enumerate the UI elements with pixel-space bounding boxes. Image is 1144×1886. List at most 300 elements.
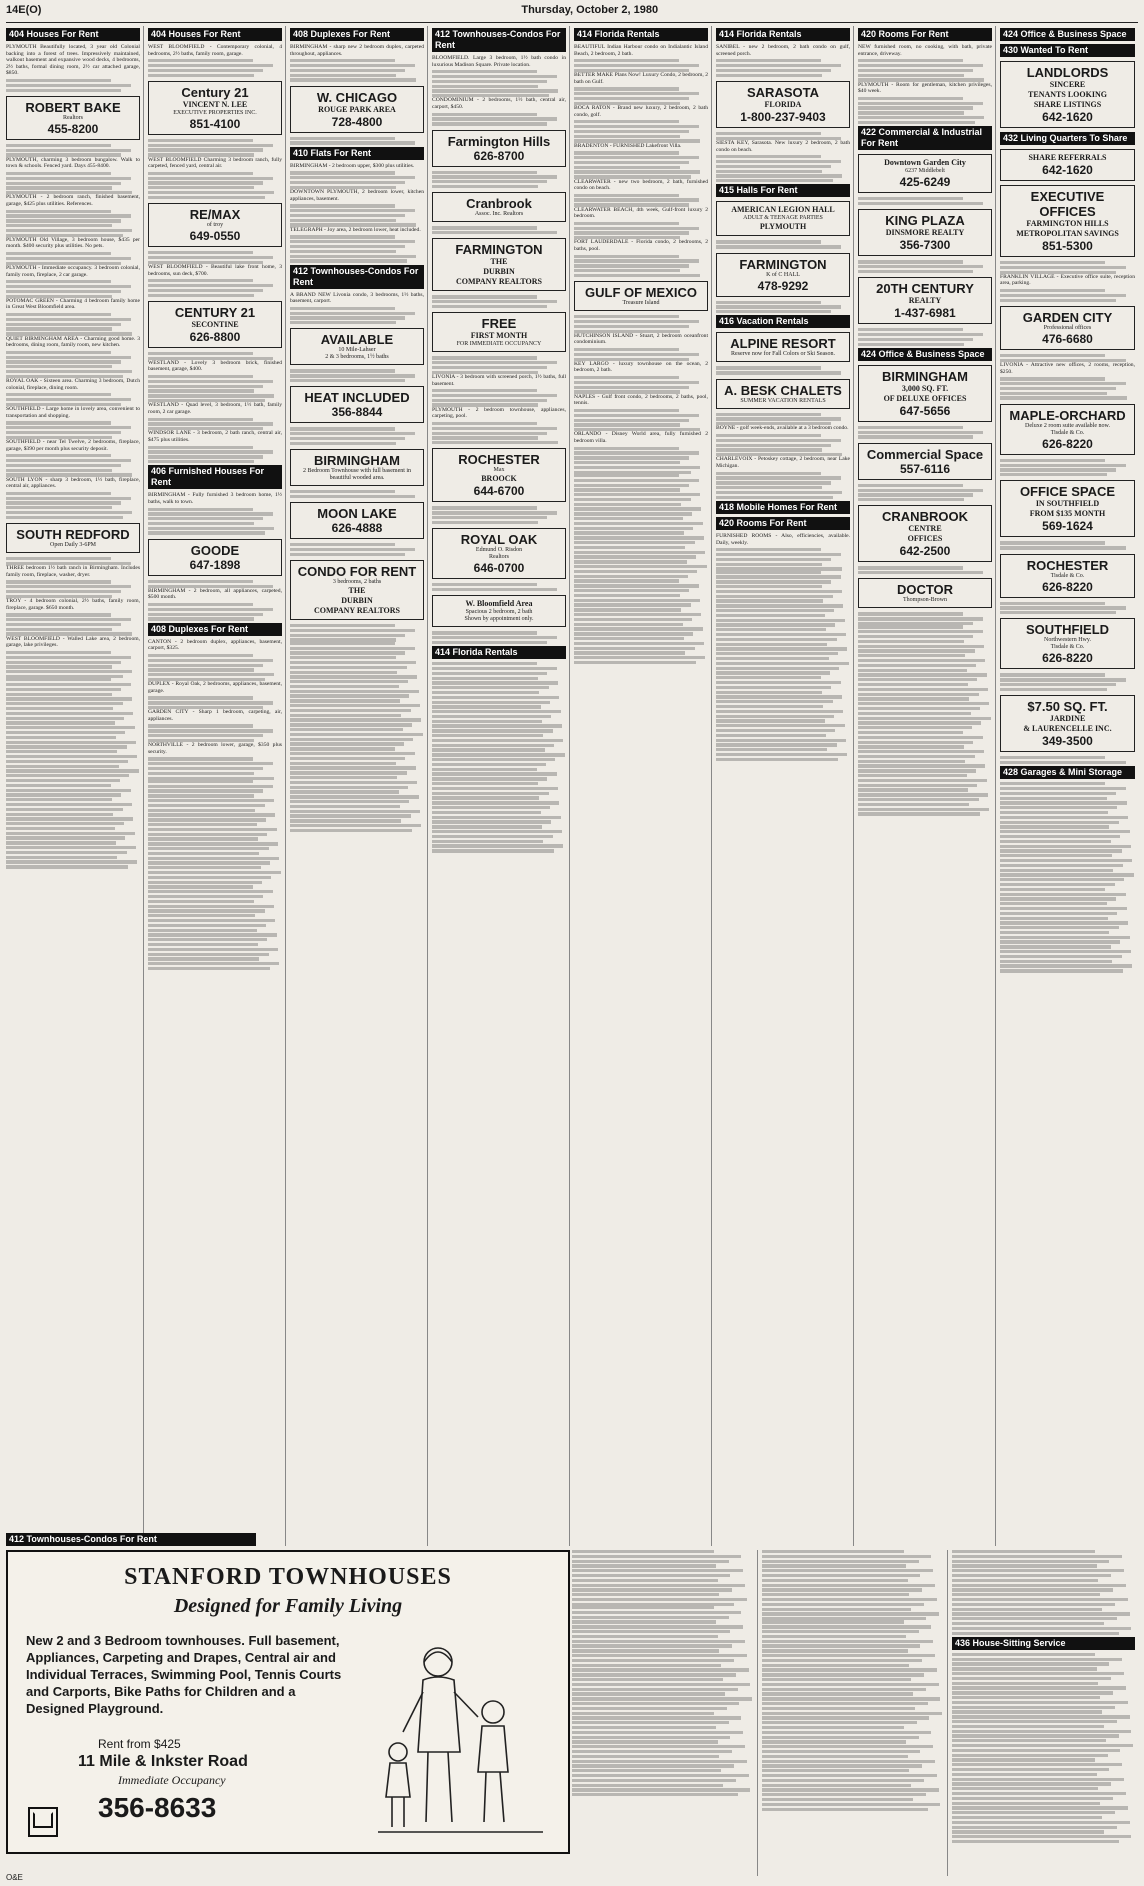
text-lines — [6, 172, 140, 194]
display-ad-line: Farmington Hills — [447, 133, 551, 149]
display-ad-line: 626-8220 — [1042, 651, 1093, 666]
display-ad-line: DINSMORE REALTY — [885, 228, 965, 238]
display-ad-line: ROUGE PARK AREA — [318, 104, 396, 114]
display-ad-line: 626-8220 — [1042, 436, 1093, 451]
text-lines — [858, 59, 992, 81]
display-ad-line: DOCTOR — [896, 582, 954, 598]
section-header: 436 House-Sitting Service — [952, 1637, 1135, 1650]
classified-column — [716, 26, 854, 1546]
text-lines — [6, 280, 140, 298]
text-lines — [1000, 377, 1135, 399]
display-ad-line: 349-3500 — [1042, 734, 1093, 749]
display-ad-line: HEAT INCLUDED — [304, 390, 410, 406]
listing-ad: SOUTHFIELD - Large home in lovely area, convenient to transportation and shopping. — [6, 406, 140, 419]
listing-ad: DOWNTOWN PLYMOUTH, 2 bedroom lower, kitchen appliances, basement. — [290, 189, 424, 202]
display-ad-line: 3 bedrooms, 2 baths — [332, 579, 382, 586]
display-ad — [1000, 554, 1135, 598]
listing-ad: HUTCHINSON ISLAND - Stuart, 2 bedroom oceanfront condominium. — [574, 332, 708, 346]
text-lines — [6, 351, 140, 378]
text-lines — [290, 137, 424, 145]
section-header: 414 Florida Rentals — [432, 646, 566, 659]
section-header: 424 Office & Business Space — [858, 348, 992, 361]
display-ad-line: FARMINGTON — [455, 242, 543, 258]
text-lines — [432, 583, 566, 591]
display-ad-line: FARMINGTON — [739, 256, 827, 272]
display-ad-line: W. Bloomfield Area — [465, 599, 533, 609]
display-ad-line: Shown by appointment only. — [464, 616, 534, 623]
text-lines — [432, 422, 566, 444]
display-ad — [6, 96, 140, 140]
display-ad-line: 1-800-237-9403 — [740, 109, 826, 124]
listing-ad: PLYMOUTH - 2 bedroom ranch, finished basement, garage, $425 plus utilities. References. — [6, 194, 140, 208]
ad-phone: 356-8633 — [98, 1792, 217, 1823]
display-ad-line: TENANTS LOOKING — [1028, 90, 1107, 99]
text-lines — [148, 603, 282, 621]
display-ad-line: CONDO FOR RENT — [297, 564, 417, 580]
display-ad — [432, 312, 566, 352]
text-lines — [858, 426, 992, 439]
display-ad-line: ROCHESTER — [458, 452, 540, 468]
display-ad-line: Tisdale & Co. — [1050, 644, 1085, 651]
display-ad-line: CENTRE — [908, 524, 942, 534]
display-ad-line: COMPANY REALTORS — [313, 606, 400, 616]
text-lines — [148, 59, 282, 77]
text-lines — [432, 226, 566, 234]
display-ad-line: 626-4888 — [331, 521, 383, 536]
listing-ad: BOCA RATON - Brand new luxury, 2 bedroom, 2 bath condo, golf. — [574, 104, 708, 118]
display-ad-line: Treasure Island — [622, 300, 660, 307]
display-ad-line: GULF OF MEXICO — [585, 285, 697, 301]
section-header: 430 Wanted To Rent — [1000, 44, 1135, 57]
text-lines — [432, 506, 566, 524]
display-ad-line: 6237 Middlebelt — [905, 168, 945, 175]
display-ad-line: $7.50 SQ. FT. — [1027, 699, 1108, 715]
text-lines — [574, 151, 708, 178]
display-ad — [148, 203, 282, 247]
listing-ad: GARDEN CITY - Sharp 1 bedroom, carpeting, air, appliances. — [148, 709, 282, 722]
text-lines — [148, 418, 282, 431]
text-lines — [858, 612, 992, 625]
text-lines — [148, 696, 282, 709]
listing-ad: CANTON - 2 bedroom duplex, appliances, basement, carport, $325. — [148, 638, 282, 652]
listing-ad: QUIET BIRMINGHAM AREA - Charming good home. 3 bedrooms, dining room, family room, new kitchen. — [6, 335, 140, 349]
text-lines — [858, 97, 992, 124]
text-lines — [716, 132, 850, 140]
text-lines — [574, 376, 708, 394]
listing-ad: THREE bedroom 1½ bath ranch in Birmingham. Includes family room, fireplace, washer, dryer. — [6, 565, 140, 578]
display-ad — [858, 277, 992, 324]
display-ad — [716, 253, 850, 297]
display-ad-line: ROYAL OAK — [460, 532, 538, 548]
display-ad-line: Tisdale & Co. — [1050, 572, 1085, 579]
equal-housing-icon — [28, 1807, 58, 1837]
text-lines — [6, 393, 140, 406]
display-ad — [716, 201, 850, 236]
display-ad-line: 557-6116 — [899, 461, 951, 476]
display-ad-line: 356-8844 — [331, 405, 383, 420]
text-lines — [574, 348, 708, 361]
display-ad-line: GOODE — [190, 542, 240, 558]
section-header: 404 Houses For Rent — [148, 28, 282, 41]
text-lines — [6, 144, 140, 157]
section-header: 408 Duplexes For Rent — [290, 28, 424, 41]
display-ad-line: FROM $135 MONTH — [1029, 509, 1106, 519]
display-ad-line: Commercial Space — [866, 446, 984, 462]
text-lines — [858, 625, 992, 815]
display-ad-line: SHARE REFERRALS — [1028, 153, 1107, 162]
text-lines — [1000, 782, 1135, 972]
listing-ad: BOYNE - golf week-ends, available at a 3 bedroom condo. — [716, 425, 849, 432]
text-lines — [432, 171, 566, 189]
ad-body: New 2 and 3 Bedroom townhouses. Full basement, Appliances, Carpeting and Drapes, Central air and Individual Terraces, Swimming Pool, Tennis Courts and Carports, Bike Paths for Children and a Designed Playground. — [26, 1633, 342, 1716]
display-ad-line: FOR IMMEDIATE OCCUPANCY — [456, 341, 542, 348]
text-lines — [148, 654, 282, 681]
display-ad — [290, 560, 424, 620]
page-folio: 14E(O) — [6, 4, 42, 16]
text-lines — [858, 566, 992, 574]
listing-ad: SOUTHFIELD - near Tel Twelve, 2 bedrooms, fireplace, garage, $390 per month plus security deposit. — [6, 438, 140, 452]
text-lines — [716, 59, 850, 77]
display-ad-line: EXECUTIVE OFFICES — [1030, 189, 1105, 219]
text-lines — [432, 356, 566, 374]
text-lines — [762, 1620, 944, 1810]
display-ad-line: 644-6700 — [473, 484, 525, 499]
text-lines — [148, 780, 282, 970]
display-ad-line: A. BESK CHALETS — [724, 382, 842, 398]
display-ad-line: SARASOTA — [747, 84, 819, 100]
display-ad — [290, 386, 424, 423]
text-lines — [290, 624, 424, 642]
listing-ad: A BRAND NEW Livonia condo, 3 bedrooms, 1½ baths, basement, carport. — [290, 291, 424, 305]
text-lines — [148, 757, 282, 779]
listing-ad: BRADENTON - FURNISHED Lakefront Villa. — [574, 142, 682, 149]
text-lines — [290, 171, 424, 189]
text-lines — [290, 204, 424, 226]
footer-folio: O&E — [6, 1873, 23, 1882]
listing-ad: WEST BLOOMFIELD - Contemporary colonial, 4 bedrooms, 2½ baths, family room, garage. — [148, 44, 282, 57]
listing-ad: BIRMINGHAM - Fully furnished 3 bedroom home, 1½ baths, walk to town. — [148, 492, 282, 505]
classified-column — [1000, 26, 1138, 1546]
display-ad-line: OFFICES — [907, 534, 943, 544]
section-header-townhouses: 412 Townhouses-Condos For Rent — [6, 1531, 256, 1549]
display-ad-line: DURBIN — [341, 596, 373, 606]
display-ad — [432, 192, 566, 222]
display-ad-line: FARMINGTON HILLS — [1026, 219, 1109, 228]
display-ad — [858, 209, 992, 256]
display-ad-line: 647-5656 — [899, 403, 951, 418]
text-lines — [1000, 541, 1135, 549]
display-ad-line: SOUTHFIELD — [1025, 622, 1110, 638]
text-lines — [290, 490, 424, 498]
listing-ad: NORTHVILLE - 2 bedroom lower, garage, $350 plus security. — [148, 742, 282, 755]
listing-ad: BIRMINGHAM - 2 bedroom upper, $300 plus utilities. — [290, 162, 415, 169]
ad-address: 11 Mile & Inkster Road — [78, 1753, 248, 1770]
listing-ad: WESTLAND - Lovely 3 bedroom brick, finished basement, garage, $400. — [148, 359, 282, 373]
display-ad-line: 642-2500 — [899, 544, 951, 559]
text-lines — [574, 255, 708, 277]
display-ad-line: 851-4100 — [189, 116, 241, 131]
display-ad — [1000, 306, 1135, 350]
text-lines — [432, 631, 566, 644]
display-ad-line: Downtown Garden City — [884, 158, 966, 168]
text-lines — [148, 279, 282, 297]
listing-ad: BEAUTIFUL Indian Harbour condo on Indialantic Island Beach, 2 bedroom, 2 bath. — [574, 44, 708, 57]
display-ad-line: Thompson-Brown — [903, 597, 947, 604]
text-lines — [6, 580, 140, 598]
display-ad-line: IN SOUTHFIELD — [1035, 499, 1100, 509]
text-lines — [148, 724, 282, 742]
display-ad-line: MOON LAKE — [317, 506, 397, 522]
text-lines — [574, 87, 708, 105]
display-ad-line: SOUTH REDFORD — [16, 527, 130, 543]
text-lines — [290, 235, 424, 262]
listing-ad: SANIBEL - new 2 bedroom, 2 bath condo on gulf, screened porch. — [716, 44, 850, 57]
text-lines — [290, 59, 424, 81]
section-header: 424 Office & Business Space — [1000, 28, 1135, 41]
section-header: 420 Rooms For Rent — [858, 28, 992, 41]
display-ad-line: PLYMOUTH — [759, 222, 807, 232]
text-lines — [148, 446, 282, 464]
text-lines — [6, 678, 140, 868]
display-ad-line: CRANBROOK — [882, 509, 968, 525]
issue-date: Thursday, October 2, 1980 — [521, 4, 659, 16]
far-right-extra — [1000, 44, 1135, 181]
text-lines — [1000, 289, 1135, 302]
listing-ad: DUPLEX - Royal Oak, 2 bedrooms, appliances, basement, garage. — [148, 681, 282, 694]
text-lines — [6, 313, 140, 335]
listing-ad: POTOMAC GREEN - Charming 4 bedroom family home in Great West Bloomfield area. — [6, 297, 140, 311]
display-ad-line: 356-7300 — [899, 238, 951, 253]
text-lines — [6, 613, 140, 635]
section-header: 418 Mobile Homes For Rent — [716, 501, 850, 514]
display-ad-line: 1-437-6981 — [894, 306, 956, 321]
text-lines — [432, 70, 566, 97]
text-lines — [762, 1550, 944, 1620]
display-ad-line: 478-9292 — [757, 278, 809, 293]
classified-column — [858, 26, 996, 1546]
family-illustration — [368, 1622, 553, 1837]
text-lines — [1000, 756, 1135, 764]
section-header: 415 Halls For Rent — [716, 184, 850, 197]
display-ad-line: OFFICE SPACE — [1019, 484, 1116, 500]
section-header: 422 Commercial & Industrial For Rent — [858, 126, 992, 150]
listing-ad: CLEARWATER - new two bedroom, 2 bath, furnished condo on beach. — [574, 178, 708, 192]
text-lines — [148, 375, 282, 402]
display-ad-line: AMERICAN LEGION HALL — [731, 205, 835, 215]
lower-column — [952, 1550, 1138, 1876]
listing-ad: WEST BLOOMFIELD - Walled Lake area, 2 bedroom, garage, lake privileges. — [6, 635, 140, 649]
display-ad — [6, 523, 140, 553]
text-lines — [572, 1550, 754, 1606]
text-lines — [148, 251, 282, 264]
display-ad — [716, 379, 850, 409]
text-lines — [1000, 602, 1135, 615]
display-ad — [1000, 185, 1135, 257]
classified-column — [432, 26, 570, 1546]
text-lines — [952, 1653, 1135, 1843]
section-header: 414 Florida Rentals — [574, 28, 708, 41]
section-header: 414 Florida Rentals — [716, 28, 850, 41]
share-ad — [1000, 149, 1135, 181]
listing-ad: SOUTH LYON - sharp 3 bedroom, 1½ bath, fireplace, central air, appliances. — [6, 476, 140, 490]
text-lines — [574, 120, 708, 142]
display-ad-line: THE — [348, 586, 366, 596]
text-lines — [290, 307, 424, 325]
display-ad-line: Deluxe 2 room suite available now. — [1025, 422, 1110, 429]
display-ad-line: 626-8700 — [473, 148, 525, 163]
display-ad-line: EXECUTIVE PROPERTIES INC. — [173, 109, 257, 116]
classified-column — [6, 26, 144, 1546]
text-lines — [148, 580, 282, 588]
text-lines — [6, 492, 140, 519]
display-ad-line: SHARE LISTINGS — [1033, 100, 1102, 109]
text-lines — [574, 409, 708, 431]
display-ad-line: 649-0550 — [189, 229, 241, 244]
text-lines — [716, 472, 850, 499]
text-lines — [716, 434, 850, 456]
listing-ad: PLYMOUTH - Immediate occupancy. 3 bedroom colonial, family room, fireplace, 2 car garage. — [6, 264, 140, 278]
text-lines — [574, 447, 708, 474]
display-ad-line: of troy — [206, 222, 224, 229]
lower-right-columns — [572, 1550, 1138, 1876]
listing-ad: TELEGRAPH - Joy area, 2 bedroom lower, heat included. — [290, 226, 421, 233]
display-ad — [148, 539, 282, 576]
listing-ad: PLYMOUTH, charming 3 bedroom bungalow. Walk to town & schools. Fenced yard. Days 455-8400. — [6, 156, 140, 170]
display-ad-line: 2 & 3 bedrooms, 1½ baths — [325, 354, 389, 361]
display-ad-line: FLORIDA — [764, 99, 802, 109]
display-ad-line: 851-5300 — [1042, 239, 1093, 253]
display-ad-line: & LAURENCELLE INC. — [1023, 724, 1112, 734]
display-ad-line: GARDEN CITY — [1022, 309, 1113, 325]
listing-ad: FORT LAUDERDALE - Florida condo, 2 bedrooms, 2 baths, pool. — [574, 239, 708, 253]
display-ad — [290, 502, 424, 539]
text-lines — [716, 301, 850, 314]
listing-ad: WINDSOR LANE - 3 bedroom, 2 bath ranch, central air, $475 plus utilities. — [148, 430, 282, 444]
display-ad — [290, 328, 424, 365]
listing-ad: BIRMINGHAM - sharp new 2 bedroom duplex, carpeted throughout, appliances. — [290, 44, 424, 57]
display-ad — [858, 578, 992, 608]
display-ad-line: FREE — [481, 316, 517, 332]
display-ad-line: CENTURY 21 — [174, 304, 256, 320]
text-lines — [858, 197, 992, 205]
display-ad — [1000, 404, 1135, 455]
listing-ad: LIVONIA - 3 bedroom with screened porch, 1½ baths, full basement. — [432, 373, 566, 387]
display-ad-line: 642-1620 — [1042, 163, 1093, 177]
text-lines — [290, 543, 424, 556]
display-ad-line: SINCERE — [1049, 80, 1086, 89]
section-header: 404 Houses For Rent — [6, 28, 140, 41]
text-lines — [1000, 459, 1135, 477]
listing-ad: FRANKLIN VILLAGE - Executive office suite, reception area, parking. — [1000, 273, 1135, 287]
display-ad-line: DURBIN — [483, 267, 515, 277]
display-ad — [1000, 618, 1135, 669]
listing-ad: PLYMOUTH Beautifully located, 3 year old Colonial backing into a forest of trees. Impressively maintained, walkout basement and expansive wood decks, 4 bedrooms, 2½ baths, formal dining room, 2½ car attached garage, $850. — [6, 44, 140, 77]
display-ad — [432, 130, 566, 167]
classified-column — [290, 26, 428, 1546]
listing-ad: FURNISHED ROOMS - Also, efficiencies, available. Daily, weekly. — [716, 532, 850, 546]
display-ad — [1000, 695, 1135, 752]
display-ad-line: ROBERT BAKE — [25, 99, 121, 115]
display-ad — [432, 448, 566, 502]
display-ad-line: 3,000 SQ. FT. — [901, 383, 949, 393]
text-lines — [6, 557, 140, 565]
text-lines — [716, 571, 850, 761]
text-lines — [574, 222, 708, 240]
text-lines — [1000, 354, 1135, 362]
text-lines — [574, 474, 708, 664]
display-ad-line: Century 21 — [181, 84, 249, 100]
listing-ad: NAPLES - Gulf front condo, 2 bedrooms, 2 baths, pool, tennis. — [574, 393, 708, 407]
listing-ad: ORLANDO - Disney World area, fully furnished 2 bedroom villa. — [574, 431, 708, 445]
listing-ad: WESTLAND - Quad level, 3 bedroom, 1½ bath, family room, 2 car garage. — [148, 402, 282, 415]
lower-column — [762, 1550, 948, 1876]
text-lines — [432, 389, 566, 407]
lower-column — [572, 1550, 758, 1876]
text-lines — [716, 413, 850, 426]
display-ad — [432, 238, 566, 291]
classified-column — [148, 26, 286, 1546]
listing-ad: ROYAL OAK - Sixteen area. Charming 3 bedroom, Dutch colonial, fireplace, dining room. — [6, 377, 140, 391]
display-ad-line: OF DELUXE OFFICES — [883, 393, 967, 403]
section-header: 408 Duplexes For Rent — [148, 623, 282, 636]
text-lines — [432, 295, 566, 308]
display-ad-line: 626-8220 — [1042, 579, 1093, 594]
text-lines — [148, 172, 282, 199]
text-lines — [716, 366, 850, 374]
listing-ad: PLYMOUTH - 2 bedroom townhouse, appliances, carpeting, pool. — [432, 406, 566, 420]
text-lines — [6, 651, 140, 678]
display-ad-line: SUMMER VACATION RENTALS — [740, 397, 826, 404]
display-ad-line: Reserve now for Fall Colors or Ski Season. — [731, 351, 835, 358]
display-ad-line: 642-1620 — [1042, 110, 1093, 124]
display-ad-line: REALTY — [908, 296, 942, 306]
section-header: 412 Townhouses-Condos For Rent — [290, 265, 424, 289]
text-lines — [290, 427, 424, 445]
text-lines — [6, 79, 140, 92]
display-ad-line: 455-8200 — [47, 121, 99, 136]
section-header: 420 Rooms For Rent — [716, 517, 850, 530]
display-ad-line: 569-1624 — [1042, 519, 1093, 534]
listing-ad: TROY - 4 bedroom colonial, 2½ baths, family room, fireplace, garage. $650 month. — [6, 598, 140, 611]
listing-ad: SIESTA KEY, Sarasota. New luxury 2 bedroom, 2 bath condo on beach. — [716, 139, 850, 153]
text-lines — [432, 113, 566, 126]
display-ad-line: Cranbrook — [466, 196, 532, 212]
display-ad-line: Professional offices — [1043, 324, 1092, 331]
text-lines — [290, 369, 424, 382]
text-lines — [6, 210, 140, 237]
display-ad-line: ALPINE RESORT — [730, 336, 836, 352]
display-ad — [148, 301, 282, 348]
display-ad — [574, 281, 708, 311]
listing-ad: CLEARWATER BEACH, 4th week, Gulf-front luxury 2 bedroom. — [574, 206, 708, 220]
text-lines — [148, 508, 282, 535]
landlords-ad — [1000, 61, 1135, 128]
display-ad-line: ROCHESTER — [1026, 557, 1109, 573]
listing-ad: WEST BLOOMFIELD - Beautiful lake front home, 3 bedrooms, sun deck, $700. — [148, 263, 282, 277]
masthead — [6, 4, 1138, 23]
display-ad-line: W. CHICAGO — [316, 89, 398, 105]
display-ad-line: BROOCK — [481, 474, 517, 484]
text-lines — [716, 240, 850, 248]
listing-ad: PLYMOUTH Old Village, 3 bedroom house, $435 per month. $400 security plus utilities. No pets. — [6, 236, 140, 250]
display-ad-line: RE/MAX — [189, 207, 241, 223]
display-ad — [716, 332, 850, 362]
text-lines — [6, 421, 140, 439]
listing-ad: CONDOMINIUM - 2 bedrooms, 1½ bath, central air, carport, $450. — [432, 97, 566, 111]
stanford-townhouses-ad — [6, 1550, 570, 1854]
display-ad — [148, 81, 282, 135]
text-lines — [148, 139, 282, 157]
